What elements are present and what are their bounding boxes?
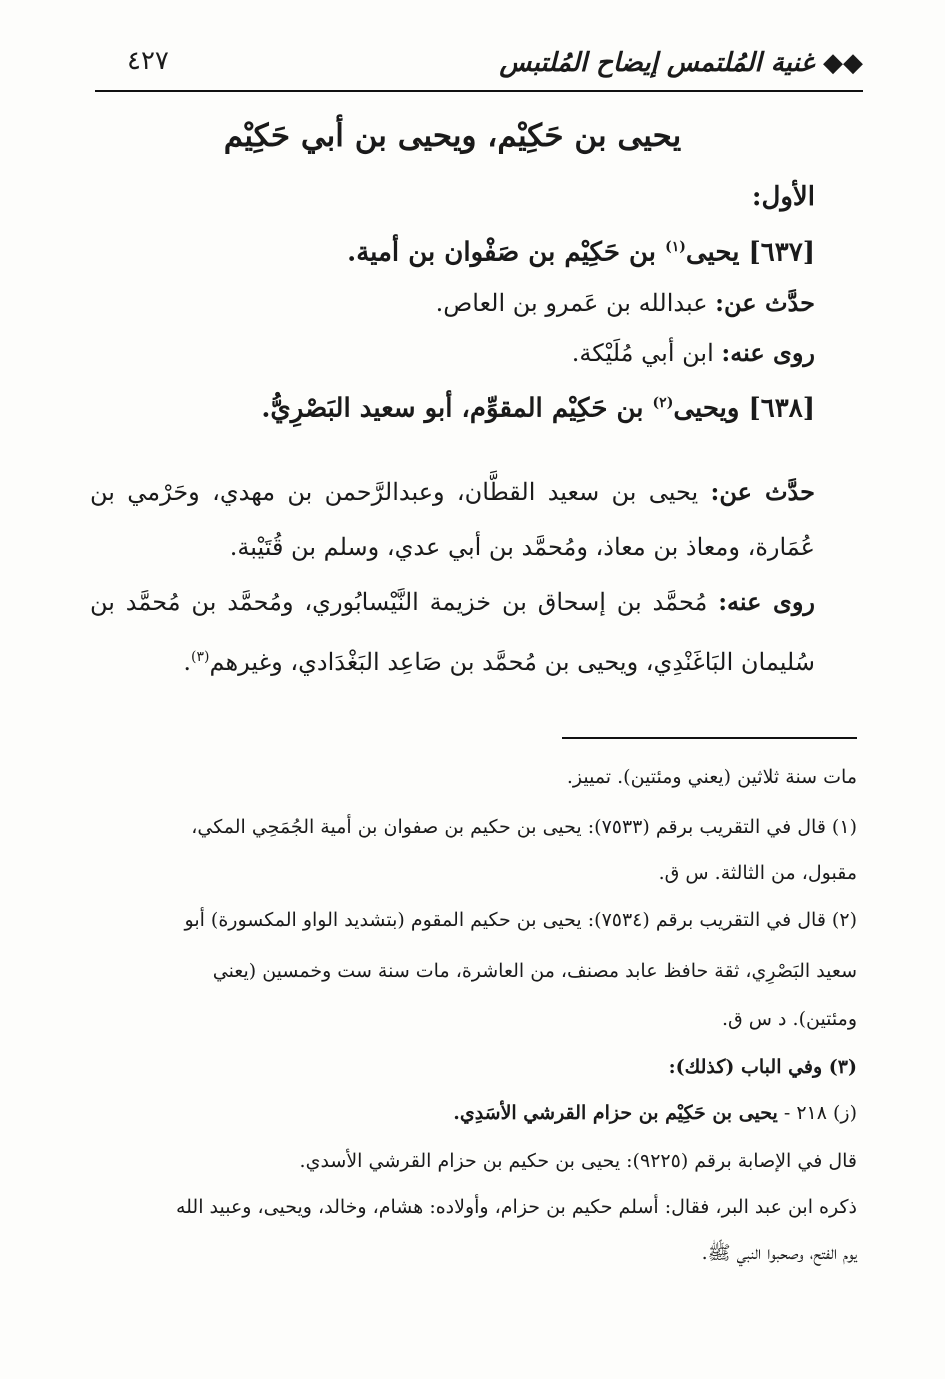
- main-text: [90, 118, 815, 433]
- entry-638-rawa: روى عنه: مُحمَّد بن إسحاق بن خزيمة النَّيْسابُوري، ومُحمَّد بن مُحمَّد بن سُليمان البَاغَنْدِي، ويحيى بن مُحمَّد بن صَاعِد البَغْدَادي، وغيرهم$^{(٣)}$.: [90, 587, 815, 676]
- footnote-3-entry-number: (ز) ٢١٨ -: [777, 1102, 857, 1124]
- footnote-3-entry: [85, 1098, 857, 1128]
- footnote-3-line-4: ذكره ابن عبد البر، فقال: أسلم حكيم بن حزام، وأولاده: هشام، وخالد، ويحيى، وعبيد الله: [175, 1196, 857, 1218]
- entry-638-number-name: [٦٣٨] ويحيى: [673, 393, 815, 424]
- footnote-ref-3: (٣): [191, 649, 210, 665]
- footnote-1-line-2: مقبول، من الثالثة. س ق.: [658, 862, 857, 884]
- footnote-2-line-3: ومئتين). د س ق.: [721, 1008, 857, 1030]
- footnote-continuation: مات سنة ثلاثين (يعني ومئتين). تمييز.: [566, 766, 857, 788]
- footnote-3-line-5: يوم الفتح، وصحبوا النبي ﷺ.: [701, 1242, 857, 1264]
- running-title: ◆◆ غنية المُلتمس إيضاح المُلتبس: [499, 48, 863, 78]
- section-title: يحيى بن حَكِيْم، ويحيى بن أبي حَكِيْم: [223, 118, 682, 154]
- footnote-1-line-1: (١) قال في التقريب برقم (٧٥٣٣): يحيى بن حكيم بن صفوان بن أمية الجُمَحِي المكي،: [191, 816, 857, 838]
- haddatha-label: حدَّث عن:: [710, 477, 815, 506]
- entry-638-heading: [90, 378, 815, 434]
- footnote-separator: [562, 737, 857, 739]
- entry-637-rawa: [90, 328, 815, 378]
- haddatha-text: عبدالله بن عَمرو بن العاص.: [435, 288, 716, 317]
- page-number: ٤٢٧: [127, 46, 169, 76]
- haddatha-label: حدَّث عن:: [715, 287, 815, 317]
- footnote-3-line-3: قال في الإصابة برقم (٩٢٢٥): يحيى بن حكيم بن حزام القرشي الأسدي.: [299, 1150, 857, 1172]
- rawa-text: ابن أبي مُلَيْكة.: [571, 338, 722, 367]
- rawa-label: روى عنه:: [718, 587, 815, 616]
- footnote-2-line-2: سعيد البَصْرِي، ثقة حافظ عابد مصنف، من العاشرة، مات سنة ست وخمسين (يعني: [212, 960, 857, 982]
- page-header: [95, 42, 863, 88]
- entry-637-haddatha: [90, 278, 815, 328]
- entry-637-number-name: [٦٣٧] يحيى: [685, 237, 815, 268]
- entry-637-heading: [90, 222, 815, 278]
- first-label: الأول:: [751, 182, 815, 212]
- footnote-2-line-1: (٢) قال في التقريب برقم (٧٥٣٤): يحيى بن حكيم المقوم (بتشديد الواو المكسورة) أبو: [184, 909, 857, 931]
- haddatha-text: يحيى بن سعيد القطَّان، وعبدالرَّحمن بن مهدي، وحَرْمي بن عُمَارة، ومعاذ بن معاذ، ومُحمَّد بن أبي عدي، وسلم بن قُتَيْبة.: [90, 478, 815, 561]
- entry-638-haddatha: [90, 464, 815, 575]
- rawa-label: روى عنه:: [721, 337, 815, 367]
- footnote-ref-1: (١): [665, 239, 686, 255]
- footnote-3-label: (٣) وفي الباب (كذلك):: [668, 1056, 857, 1078]
- footnote-3-entry-name: يحيى بن حَكِيْم بن حزام القرشي الأسَدِي.: [453, 1102, 778, 1124]
- rawa-text: مُحمَّد بن إسحاق بن خزيمة النَّيْسابُوري، ومُحمَّد بن مُحمَّد بن سُليمان البَاغَنْدِي، ويحيى بن مُحمَّد بن صَاعِد البَغْدَادي، وغيرهم: [90, 588, 815, 676]
- footnote-ref-2: (٢): [652, 394, 674, 411]
- entry-638-lineage: بن حَكِيْم المقوِّم، أبو سعيد البَصْرِيُّ.: [261, 393, 653, 424]
- header-rule: [95, 90, 863, 92]
- entry-637-lineage: بن حَكِيْم بن صَفْوان بن أمية.: [347, 237, 666, 268]
